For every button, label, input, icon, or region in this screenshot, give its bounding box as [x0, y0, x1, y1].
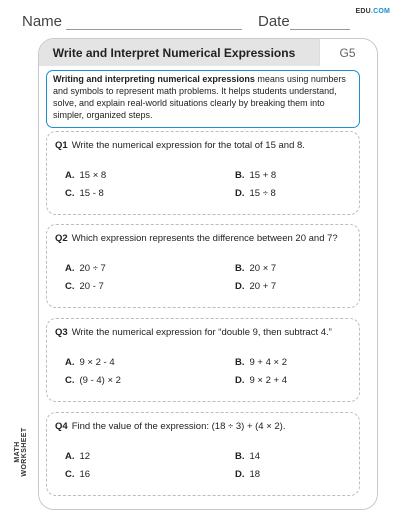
option-letter: D.	[235, 469, 245, 480]
option-text: 14	[249, 451, 261, 462]
question-number: Q2	[55, 233, 68, 244]
question-text	[55, 421, 286, 432]
brand-main: EDU	[355, 8, 371, 15]
date-label: Date	[258, 13, 290, 30]
date-line[interactable]	[290, 29, 350, 30]
question-number: Q1	[55, 140, 68, 151]
option-letter: B.	[235, 451, 245, 462]
option-text: 18	[249, 469, 261, 480]
question-card	[46, 131, 360, 215]
question-prompt: Write the numerical expression for the total of 15 and 8.	[71, 140, 305, 151]
intro-box	[46, 70, 360, 128]
side-label: MATH WORKSHEET	[14, 427, 28, 477]
option-letter: B.	[235, 357, 245, 368]
option-letter: D.	[235, 375, 245, 386]
option-letter: A.	[65, 170, 75, 181]
option-letter: D.	[235, 188, 245, 199]
option-letter: B.	[235, 263, 245, 274]
option-letter: A.	[65, 451, 75, 462]
option-text: 12	[79, 451, 91, 462]
answer-option[interactable]	[235, 451, 260, 462]
answer-option[interactable]	[65, 375, 121, 386]
option-letter: C.	[65, 375, 75, 386]
answer-option[interactable]	[235, 170, 276, 181]
option-text: 20 × 7	[249, 263, 277, 274]
question-number: Q3	[55, 327, 68, 338]
answer-option[interactable]	[65, 170, 106, 181]
answer-option[interactable]	[65, 281, 104, 292]
name-label: Name	[22, 13, 63, 30]
answer-option[interactable]	[235, 375, 287, 386]
option-text: 15 × 8	[79, 170, 107, 181]
option-letter: A.	[65, 263, 75, 274]
question-text	[55, 327, 332, 338]
option-letter: D.	[235, 281, 245, 292]
intro-text: means using numbers and symbols to represent math problems. It helps students understand, solve, and explain real-world situations clearly by breaking them into simpler, organized steps.	[53, 74, 346, 120]
question-card	[46, 224, 360, 308]
option-text: 20 ÷ 7	[79, 263, 106, 274]
answer-option[interactable]	[65, 188, 104, 199]
answer-option[interactable]	[65, 263, 106, 274]
answer-option[interactable]	[235, 357, 287, 368]
brand-logo	[356, 8, 390, 15]
answer-option[interactable]	[65, 357, 115, 368]
grade-badge: G5	[319, 39, 375, 66]
answer-option[interactable]	[65, 469, 90, 480]
option-letter: A.	[65, 357, 75, 368]
answer-option[interactable]	[235, 263, 276, 274]
option-text: 9 × 2 + 4	[249, 375, 288, 386]
option-text: 20 - 7	[79, 281, 104, 292]
intro-term: Writing and interpreting numerical expressions	[53, 74, 255, 84]
answer-option[interactable]	[235, 188, 276, 199]
question-prompt: Find the value of the expression: (18 ÷ 3) + (4 × 2).	[71, 421, 286, 432]
option-letter: C.	[65, 281, 75, 292]
question-card	[46, 318, 360, 402]
worksheet-title: Write and Interpret Numerical Expressions	[52, 46, 296, 60]
option-text: 15 ÷ 8	[249, 188, 276, 199]
option-text: 15 - 8	[79, 188, 104, 199]
answer-option[interactable]	[235, 469, 260, 480]
question-card	[46, 412, 360, 496]
option-text: 20 + 7	[249, 281, 277, 292]
brand-suffix: .COM	[370, 8, 390, 15]
option-text: 9 + 4 × 2	[249, 357, 288, 368]
question-text	[55, 233, 338, 244]
answer-option[interactable]	[235, 281, 276, 292]
name-line[interactable]	[66, 29, 242, 30]
option-text: 16	[79, 469, 91, 480]
question-number: Q4	[55, 421, 68, 432]
title-bar	[39, 39, 375, 66]
option-text: 15 + 8	[249, 170, 277, 181]
option-text: (9 - 4) × 2	[79, 375, 121, 386]
question-prompt: Write the numerical expression for “double 9, then subtract 4.”	[71, 327, 332, 338]
question-prompt: Which expression represents the difference between 20 and 7?	[71, 233, 338, 244]
option-text: 9 × 2 - 4	[79, 357, 115, 368]
answer-option[interactable]	[65, 451, 90, 462]
option-letter: C.	[65, 469, 75, 480]
option-letter: C.	[65, 188, 75, 199]
option-letter: B.	[235, 170, 245, 181]
question-text	[55, 140, 305, 151]
